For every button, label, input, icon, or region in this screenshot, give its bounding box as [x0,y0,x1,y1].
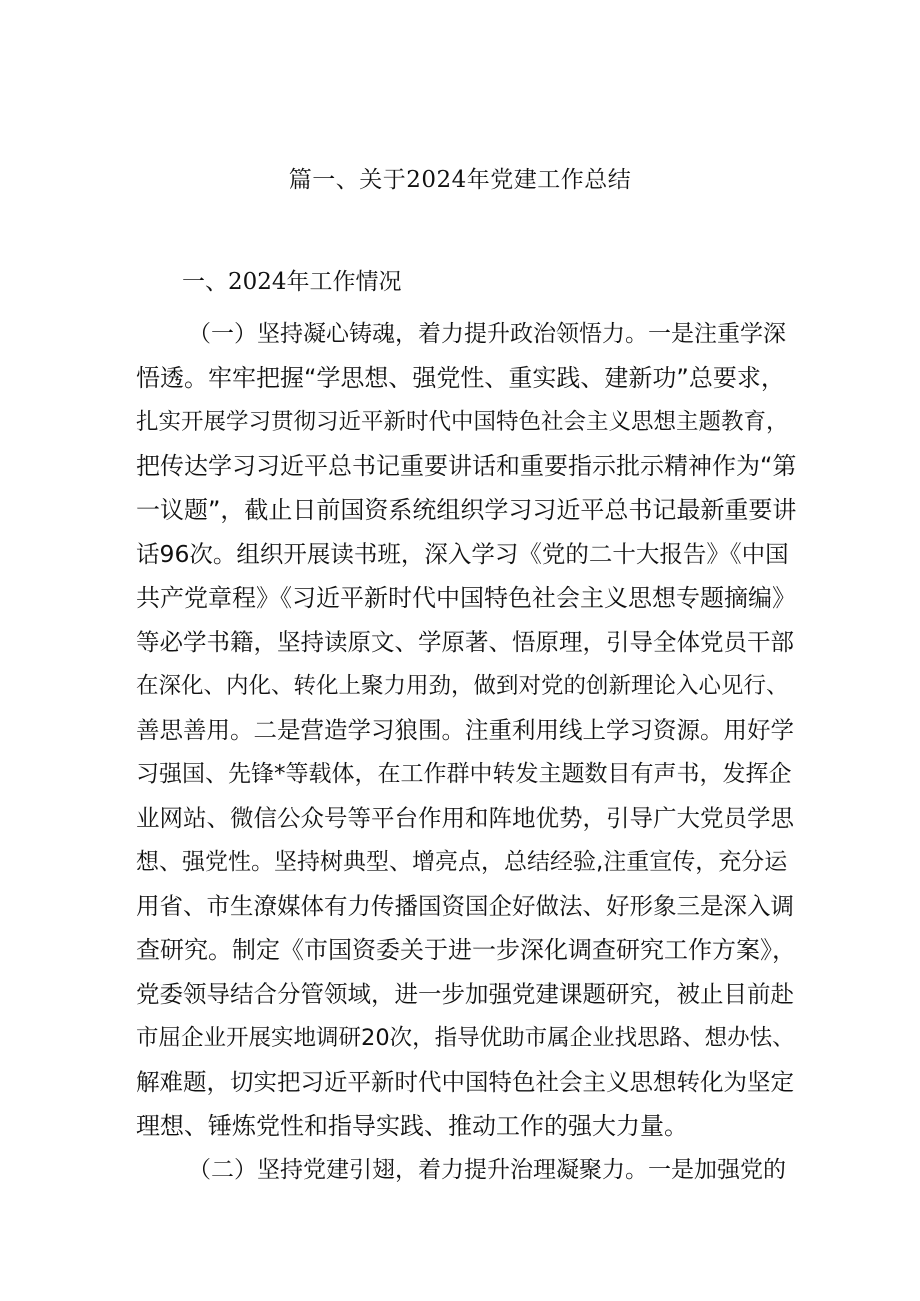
paragraph-line: 习强国、先锋*等载体，在工作群中转发主题数目有声书，发挥企 [136,761,792,787]
paragraph-line: 业网站、微信公众号等平台作用和阵地优势，引导广大党员学思 [136,804,794,832]
paragraph-line: 共产党章程》《习近平新时代中国特色社会主义思想专题摘编》 [136,584,796,612]
paragraph-line: 在深化、内化、转化上聚力用劲，做到对党的创新理论入心见行、 [136,673,789,699]
paragraph-line: 用省、市生潦媒体有力传播国资国企好做法、好形象三是深入调 [136,892,794,920]
paragraph-line: 理想、锤炼党性和指导实践、推动工作的强大力量。 [136,1112,688,1140]
paragraph-line: （一）坚持凝心铸魂，着力提升政治领悟力。一是注重学深 [188,321,786,347]
paragraph-line: 想、强党性。坚持树典型、增亮点，总结经验,注重宣传，充分运 [136,849,788,875]
paragraph-line: 查研究。制定《市国资委关于进一步深化调查研究工作方案》， [136,936,796,964]
paragraph-line: 党委领导结合分管领域，进一步加强党建课题研究，被止目前赴 [136,980,794,1008]
paragraph-line: 话96次。组织开展读书班，深入学习《党的二十大报告》《中国 [136,540,789,568]
paragraph-line: （二）坚持党建引翅，着力提升治理凝聚力。一是加强党的 [188,1157,786,1183]
paragraph-line: 扎实开展学习贯彻习近平新时代中国特色社会主义思想主题教育， [136,409,789,435]
paragraph-line: 悟透。牢牢把握“学思想、强党性、重实践、建新功”总要求， [136,364,785,392]
paragraph-line: 把传达学习习近平总书记重要讲话和重要指示批示精神作为“第 [136,452,796,480]
paragraph-line: 一议题”，截止日前国资系统组织学习习近平总书记最新重要讲 [136,496,796,524]
paragraph-line: 等必学书籍，坚持读原文、学原著、悟原理，引导全体党员干部 [136,628,794,656]
body-text [136,312,796,1192]
document-title: 篇一、关于2024年党建工作总结 [288,167,632,193]
paragraph-line: 善思善用。二是营造学习狼围。注重利用线上学习资源。用好学 [136,716,794,744]
paragraph-line: 市屈企业开展实地调研20次，指导优助市属企业找思路、想办怯、 [136,1025,795,1051]
paragraph-line: 解难题，切实把习近平新时代中国特色社会主义思想转化为坚定 [136,1068,794,1096]
section-heading: 一、2024年工作情况 [182,269,402,295]
